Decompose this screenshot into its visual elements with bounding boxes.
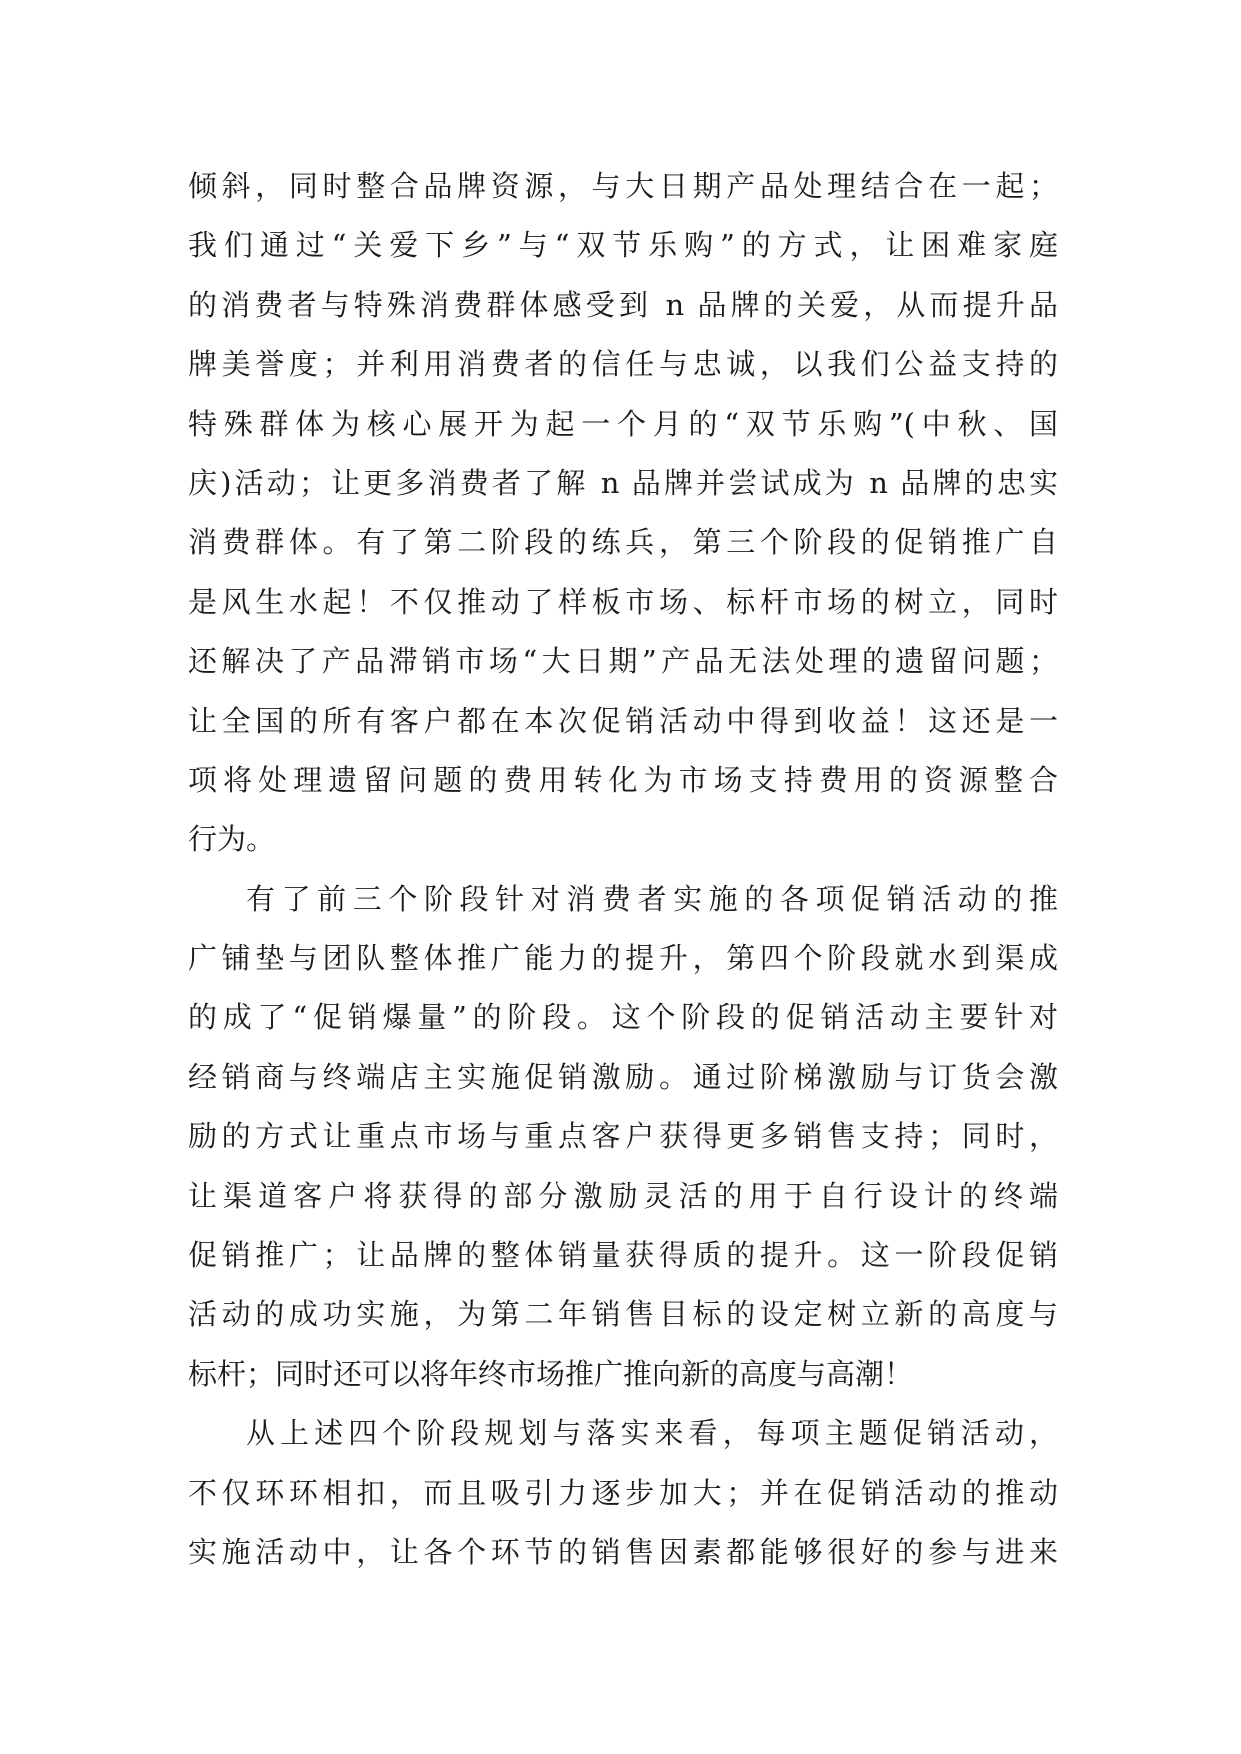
text-line: 是风生水起！不仅推动了样板市场、标杆市场的树立，同时 [188,584,1058,619]
text-line: 让全国的所有客户都在本次促销活动中得到收益！这还是一 [188,703,1058,738]
text-line: 庆)活动；让更多消费者了解 n 品牌并尝试成为 n 品牌的忠实 [188,465,1058,500]
text-line: 我们通过“关爱下乡”与“双节乐购”的方式，让困难家庭 [188,228,1058,263]
text-line: 项将处理遗留问题的费用转化为市场支持费用的资源整合 [188,762,1058,797]
text-line: 励的方式让重点市场与重点客户获得更多销售支持；同时， [188,1119,1058,1154]
text-line: 让渠道客户将获得的部分激励灵活的用于自行设计的终端 [188,1178,1058,1213]
text-line: 特殊群体为核心展开为起一个月的“双节乐购”(中秋、国 [188,406,1058,441]
text-line: 经销商与终端店主实施促销激励。通过阶梯激励与订货会激 [188,1059,1058,1094]
text-line: 不仅环环相扣，而且吸引力逐步加大；并在促销活动的推动 [188,1475,1058,1510]
text-line: 从上述四个阶段规划与落实来看，每项主题促销活动， [246,1416,1058,1451]
paragraph-3 [188,1404,1058,1582]
text-line: 牌美誉度；并利用消费者的信任与忠诚，以我们公益支持的 [188,347,1058,382]
text-line: 消费群体。有了第二阶段的练兵，第三个阶段的促销推广自 [188,525,1058,560]
text-line: 的成了“促销爆量”的阶段。这个阶段的促销活动主要针对 [188,1000,1058,1035]
text-line: 有了前三个阶段针对消费者实施的各项促销活动的推 [246,881,1058,916]
paragraph-1 [188,157,1058,870]
text-line: 的消费者与特殊消费群体感受到 n 品牌的关爱，从而提升品 [188,287,1058,322]
paragraph-2 [188,870,1058,1405]
text-line: 实施活动中，让各个环节的销售因素都能够很好的参与进来 [188,1534,1058,1569]
text-line: 标杆；同时还可以将年终市场推广推向新的高度与高潮！ [188,1356,914,1391]
text-line: 倾斜，同时整合品牌资源，与大日期产品处理结合在一起； [188,169,1058,203]
body-text [188,157,1058,1582]
text-line: 促销推广；让品牌的整体销量获得质的提升。这一阶段促销 [188,1238,1058,1273]
text-line: 行为。 [188,822,276,857]
text-line: 广铺垫与团队整体推广能力的提升，第四个阶段就水到渠成 [188,941,1058,976]
text-line: 活动的成功实施，为第二年销售目标的设定树立新的高度与 [188,1297,1058,1332]
text-line: 还解决了产品滞销市场“大日期”产品无法处理的遗留问题； [188,644,1058,679]
